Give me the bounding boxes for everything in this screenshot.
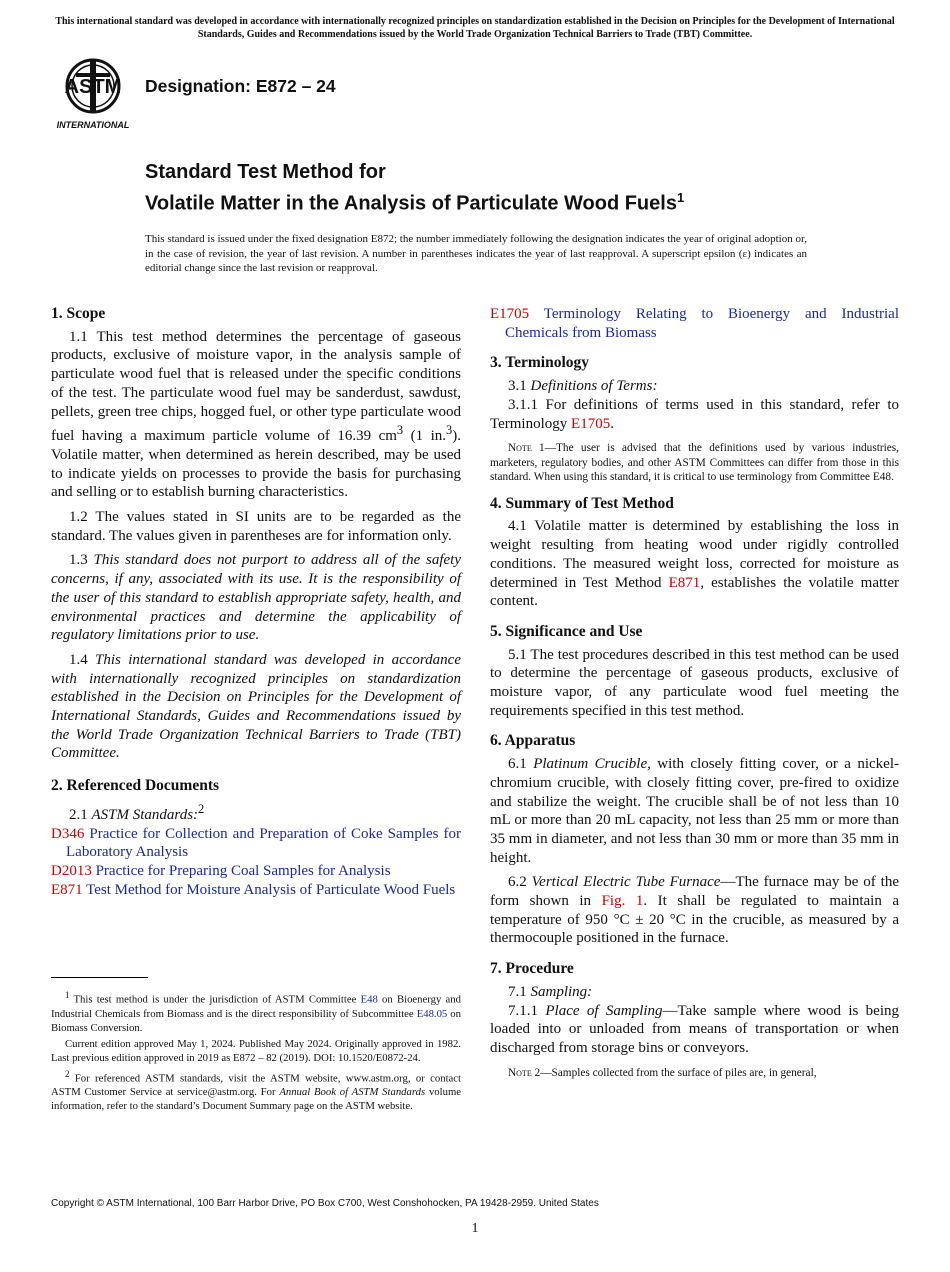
reference-code-link[interactable]: E1705: [490, 306, 530, 322]
footnote-1: $^1$ This test method is under the jurisdiction of ASTM Committee E48 on Bioenergy and Industrial Chemicals from Biomass and is the direct responsibility of Subcommittee E48.05 on Biomass Conversion.: [51, 990, 461, 1034]
footnote-2: $^2$ For referenced ASTM standards, visit the ASTM website, www.astm.org, or contact ASTM Customer Service at service@astm.org. For Annual Book of ASTM Standards volume information, refer to the standard’s Document Summary page on the ASTM website.: [51, 1068, 461, 1113]
footnote-divider: [51, 977, 148, 978]
astm-logo-icon: [53, 55, 135, 133]
reference-code-link[interactable]: D2013: [51, 862, 92, 879]
right-column: [490, 305, 899, 1090]
paragraph-1-3: 1.3 This standard does not purport to address all of the safety concerns, if any, associated with its use. It is the responsibility of the user of this standard to establish appropriate safety, health, and environmental practices and determine the applicability of regulatory limitations prior to use.: [51, 552, 462, 644]
committee-link[interactable]: E48: [360, 993, 378, 1006]
section-heading-scope: 1. Scope: [51, 305, 106, 322]
designation-number: E872 – 24: [255, 76, 336, 96]
top-notice: This international standard was developed in accordance with internationally recognized principles on standardization established in the Decision on Principles for the Development of International Standards, Guides and Recommendations issued by the World Trade Organization Technical Barriers to Trade (TBT) Committee.: [55, 16, 895, 40]
reference-title-link[interactable]: Test Method for Moisture Analysis of Particulate Wood Fuels: [82, 881, 456, 898]
paragraph-3-1-1: 3.1.1 For definitions of terms used in this standard, refer to Terminology E1705.: [490, 396, 899, 432]
reference-item[interactable]: [51, 862, 461, 881]
paragraph-3-1: 3.1 Definitions of Terms:: [508, 378, 658, 395]
section-heading-referenced-documents: 2. Referenced Documents: [51, 777, 220, 795]
reference-code-link[interactable]: D346: [51, 825, 85, 842]
paragraph-7-1: 7.1 Sampling:: [508, 983, 593, 1000]
copyright: Copyright © ASTM International, 100 Barr Harbor Drive, PO Box C700, West Conshohocken, PA 19428-2959. United States: [51, 1198, 599, 1209]
paragraph-1-4: 1.4 This international standard was developed in accordance with internationally recognized principles on standardization established in the Decision on Principles for the Development of International Standards, Guides and Recommendations issued by the World Trade Organization Technical Barriers to Trade (TBT) Committee.: [51, 651, 461, 762]
footnotes: [51, 988, 461, 1115]
reference-title-link[interactable]: Practice for Collection and Preparation of Coke Samples for Laboratory Analysis: [66, 825, 461, 861]
note-2: Note 2—Samples collected from the surface of piles are, in general,: [508, 1066, 817, 1079]
paragraph-6-2: 6.2 Vertical Electric Tube Furnace—The furnace may be of the form shown in Fig. 1. It shall be regulated to maintain a temperature of 950 °C ± 20 °C in the crucible, as measured by a thermocouple positioned in the furnace.: [490, 874, 900, 947]
svg-text:INTERNATIONAL: INTERNATIONAL: [56, 120, 130, 130]
title-line-2: Volatile Matter in the Analysis of Particulate Wood Fuels$^1$: [145, 190, 685, 215]
section-heading-procedure: 7. Procedure: [490, 960, 574, 978]
reference-code-link[interactable]: E871: [51, 881, 83, 898]
paragraph-5-1: 5.1 The test procedures described in this test method can be used to determine the percentage of gaseous products, exclusive of moisture vapor, of any particulate wood fuel meeting the requirements specified in this test method.: [490, 646, 899, 719]
paragraph-2-1: 2.1 ASTM Standards:$^2$: [69, 801, 205, 823]
figure-link[interactable]: Fig. 1: [601, 893, 644, 910]
reference-item[interactable]: [51, 825, 461, 862]
terminology-link[interactable]: E1705: [571, 415, 611, 432]
paragraph-1-2: 1.2 The values stated in SI units are to be regarded as the standard. The values given in parentheses are for information only.: [51, 509, 461, 544]
section-heading-apparatus: 6. Apparatus: [490, 732, 576, 750]
paragraph-6-1: 6.1 Platinum Crucible, with closely fitting cover, or a nickel-chromium crucible, with closely fitting cover, pre-fired to oxidize and stabilize the weight. The crucible shall be of not less than 10 mL or more than 20 mL capacity, not less than 25 mm or more than 35 mm in diameter, and not less than 30 mm or more than 35 mm in height.: [490, 756, 899, 866]
page-number: 1: [471, 1221, 479, 1236]
reference-item[interactable]: [490, 305, 899, 342]
reference-item[interactable]: [51, 881, 461, 900]
svg-text:ASTM: ASTM: [64, 76, 122, 98]
test-method-link[interactable]: E871: [668, 574, 701, 591]
title-line-1: Standard Test Method for: [145, 161, 386, 183]
paragraph-1-1: 1.1 This test method determines the percentage of gaseous products, exclusive of moisture vapor, in the analysis sample of particulate wood fuel that is released under the specific conditions of the test. The particulate wood fuel may be sanderdust, sawdust, pellets, green tree chips, hogged fuel, or other type particulate wood fuel having a maximum particle volume of 16.39 $cm^3$ (1 in.$^3$). Volatile matter, when determined as herein described, may be used to indicate yields on processes to provide the basis for purchasing and selling or to establish burning characteristics.: [51, 328, 461, 501]
paragraph-7-1-1: 7.1.1 Place of Sampling—Take sample where wood is being loaded into or unloaded from means of transportation or when discharged from storage bins or conveyors.: [490, 1002, 900, 1056]
issue-note: This standard is issued under the fixed designation E872; the number immediately following the designation indicates the year of original adoption or, in the case of revision, the year of last revision. A number in parentheses indicates the year of last reapproval. A superscript epsilon (ε) indicates an editorial change since the last revision or reapproval.: [145, 233, 807, 274]
reference-title-link[interactable]: Practice for Preparing Coal Samples for Analysis: [91, 862, 391, 879]
title-footnote-marker[interactable]: 1: [676, 190, 685, 205]
designation-label: Designation:: [145, 76, 251, 96]
designation: [145, 76, 336, 97]
left-column: [51, 305, 461, 899]
reference-title-link[interactable]: Terminology Relating to Bioenergy and Industrial Chemicals from Biomass: [505, 306, 899, 341]
note-1: Note 1—The user is advised that the definitions used by various industries, marketers, regulatory bodies, and other ASTM Committees can differ from those in this standard. When using this standard, it is critical to use terminology from Committee E48.: [490, 442, 900, 484]
paragraph-4-1: 4.1 Volatile matter is determined by establishing the loss in weight resulting from heating wood under rigidly controlled conditions. The measured weight loss, corrected for moisture as determined in Test Method E871, establishes the volatile matter content.: [490, 518, 899, 610]
document-title: [145, 160, 684, 217]
section-heading-terminology: 3. Terminology: [490, 354, 590, 372]
section-heading-summary: 4. Summary of Test Method: [490, 494, 674, 512]
astm-logo: [53, 55, 135, 133]
section-heading-significance: 5. Significance and Use: [490, 622, 643, 640]
subcommittee-link[interactable]: E48.05: [416, 1007, 448, 1020]
footnote-approval: Current edition approved May 1, 2024. Published May 2024. Originally approved in 1982. Last previous edition approved in 2019 as E872 – 82 (2019). DOI: 10.1520/E0872-24.: [51, 1037, 461, 1064]
